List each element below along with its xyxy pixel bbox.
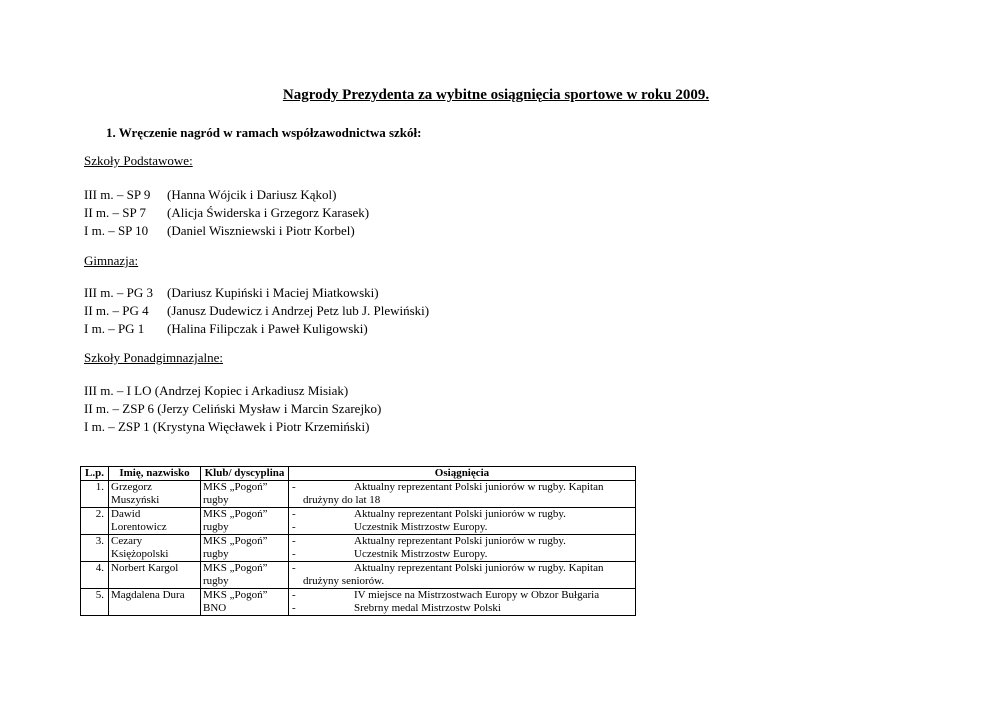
section-heading: 1. Wręczenie nagród w ramach współzawodnictwa szkół: <box>106 125 422 140</box>
list-item: III m. – SP 9 (Hanna Wójcik i Dariusz Kąkol) <box>84 187 337 202</box>
achievement-line: - Aktualny reprezentant Polski juniorów w rugby. Kapitan <box>292 481 604 493</box>
header-name: Imię, nazwisko <box>109 467 201 481</box>
cell-achievements <box>289 589 636 616</box>
cell-club: MKS „Pogoń” rugby <box>201 508 289 535</box>
achievement-line: - Uczestnik Mistrzostw Europy. <box>292 548 488 560</box>
group-list-secondary <box>84 382 381 436</box>
list-item: II m. – SP 7 (Alicja Świderska i Grzegorz Karasek) <box>84 205 370 220</box>
list-item: III m. – PG 3 (Dariusz Kupiński i Maciej Miatkowski) <box>84 285 379 300</box>
achievement-line: - Uczestnik Mistrzostw Europy. <box>292 521 488 533</box>
achievement-line: - IV miejsce na Mistrzostwach Europy w Obzor Bułgaria <box>292 589 600 601</box>
cell-club: MKS „Pogoń” rugby <box>201 481 289 508</box>
cell-achievements <box>289 481 636 508</box>
cell-name: Norbert Kargol <box>109 562 201 589</box>
cell-club: MKS „Pogoń” BNO <box>201 589 289 616</box>
table-row <box>81 481 636 508</box>
cell-achievements <box>289 562 636 589</box>
achievement-line: - Srebrny medal Mistrzostw Polski <box>292 602 501 614</box>
cell-lp: 2. <box>81 508 109 535</box>
table-row <box>81 589 636 616</box>
document-title: Nagrody Prezydenta za wybitne osiągnięcia sportowe w roku 2009. <box>282 87 710 103</box>
cell-name: Grzegorz Muszyński <box>109 481 201 508</box>
group-list-primary <box>84 186 369 240</box>
cell-club: MKS „Pogoń” rugby <box>201 535 289 562</box>
header-lp: L.p. <box>81 467 109 481</box>
achievement-line: - Aktualny reprezentant Polski juniorów w rugby. Kapitan <box>292 562 604 574</box>
cell-achievements <box>289 508 636 535</box>
cell-lp: 3. <box>81 535 109 562</box>
table-row <box>81 562 636 589</box>
group-heading-middle: Gimnazja: <box>84 253 139 268</box>
cell-name: Dawid Lorentowicz <box>109 508 201 535</box>
awards-table <box>80 466 636 616</box>
cell-name: Magdalena Dura <box>109 589 201 616</box>
cell-name: Cezary Księżopolski <box>109 535 201 562</box>
table-row <box>81 535 636 562</box>
list-item: III m. – I LO (Andrzej Kopiec i Arkadiusz Misiak) <box>84 383 349 398</box>
cell-lp: 1. <box>81 481 109 508</box>
group-heading-primary: Szkoły Podstawowe: <box>84 153 193 168</box>
header-club: Klub/ dyscyplina <box>201 467 289 481</box>
achievement-line: drużyny do lat 18 <box>303 494 381 506</box>
cell-lp: 4. <box>81 562 109 589</box>
table-header-row <box>81 467 636 481</box>
header-achievements: Osiągnięcia <box>289 467 636 481</box>
list-item: I m. – PG 1 (Halina Filipczak i Paweł Kuligowski) <box>84 321 368 336</box>
cell-lp: 5. <box>81 589 109 616</box>
group-heading-secondary: Szkoły Ponadgimnazjalne: <box>84 350 224 365</box>
achievement-line: - Aktualny reprezentant Polski juniorów w rugby. <box>292 508 566 520</box>
list-item: II m. – PG 4 (Janusz Dudewicz i Andrzej Petz lub J. Plewiński) <box>84 303 430 318</box>
group-list-middle <box>84 284 429 338</box>
cell-achievements <box>289 535 636 562</box>
list-item: I m. – ZSP 1 (Krystyna Więcławek i Piotr Krzemiński) <box>84 419 370 434</box>
achievement-line: drużyny seniorów. <box>303 575 385 587</box>
table-row <box>81 508 636 535</box>
cell-club: MKS „Pogoń” rugby <box>201 562 289 589</box>
achievement-line: - Aktualny reprezentant Polski juniorów w rugby. <box>292 535 566 547</box>
list-item: II m. – ZSP 6 (Jerzy Celiński Mysław i Marcin Szarejko) <box>84 401 382 416</box>
list-item: I m. – SP 10 (Daniel Wiszniewski i Piotr Korbel) <box>84 223 355 238</box>
